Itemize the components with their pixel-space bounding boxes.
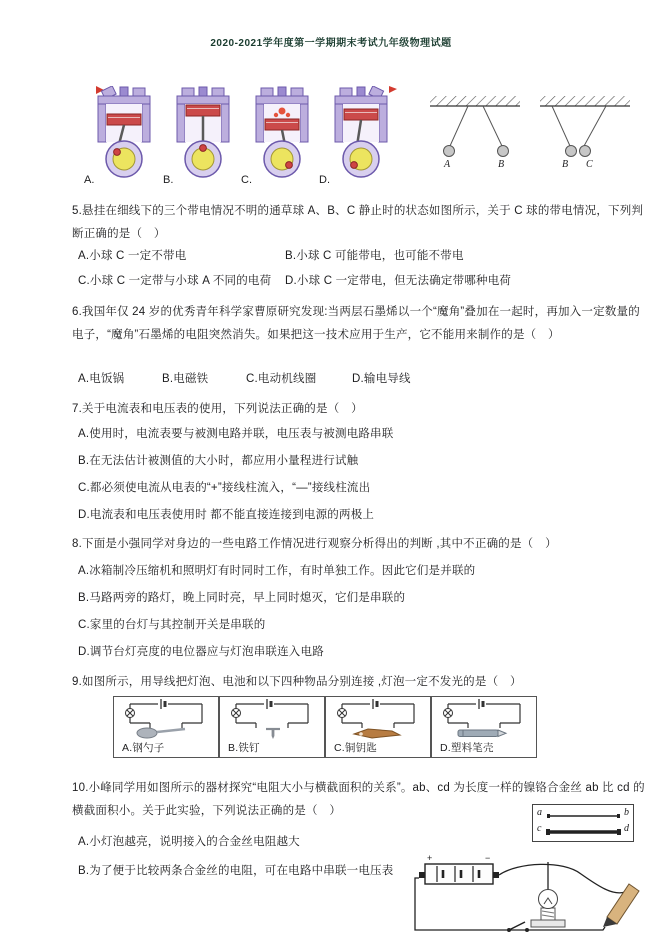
page-title: 2020-2021学年度第一学期期末考试九年级物理试题 xyxy=(210,38,452,49)
ball-label-b1: B xyxy=(498,159,505,170)
q5-option-b: B.小球 C 可能带电，也可能不带电 xyxy=(285,250,464,262)
q9-item-label-a: A.钢勺子 xyxy=(122,742,165,754)
q7-option-d: D.电流表和电压表使用时 都不能直接连接到电源的两极上 xyxy=(78,509,375,521)
engine-stroke-label-d: D. xyxy=(319,174,330,186)
q10-option-a: A.小灯泡越亮，说明接入的合金丝电阻越大 xyxy=(78,836,300,848)
charged-balls-figure xyxy=(428,94,633,178)
q6-option-d: D.输电导线 xyxy=(352,373,411,385)
q8-option-c: C.家里的台灯与其控制开关是串联的 xyxy=(78,619,266,631)
q9-objects-figure xyxy=(113,696,537,758)
engine-stroke-label-a: A. xyxy=(84,174,95,186)
q9-circuit-copper-key xyxy=(326,697,430,739)
q6-option-c: C.电动机线圈 xyxy=(246,373,317,385)
engine-stroke-a xyxy=(96,86,150,177)
engine-stroke-label-c: C. xyxy=(241,174,252,186)
q9-item-label-c: C.铜钥匙 xyxy=(334,742,377,754)
q8-option-a: A.冰箱制冷压缩机和照明灯有时同时工作，有时单独工作。因此它们是并联的 xyxy=(78,565,476,577)
q9-circuit-plastic-pen xyxy=(432,697,536,739)
engine-stroke-d xyxy=(335,86,397,177)
q9-circuit-spoon xyxy=(114,697,218,739)
engine-stroke-b xyxy=(177,87,229,177)
engine-stroke-c xyxy=(256,87,308,177)
wire-label-d: d xyxy=(624,823,629,834)
ball-label-c: C xyxy=(586,159,593,170)
ball-label-b2: B xyxy=(562,159,569,170)
battery-minus-label: − xyxy=(485,853,491,863)
q6-stem: 6.我国年仅 24 岁的优秀青年科学家曹原研究发现:当两层石墨烯以一个“魔角”叠加在一起时，再加入一定数量的电子，“魔角”石墨烯的电阻突然消失。如果把这一技术应用于生产，它不能用来制作的是（ ） xyxy=(72,306,640,341)
charged-balls-drawing xyxy=(428,94,633,178)
ball-label-a: A xyxy=(444,159,451,170)
q9-item-label-b: B.铁钉 xyxy=(228,742,260,754)
q7-stem: 7.关于电流表和电压表的使用，下列说法正确的是（ ） xyxy=(72,403,363,415)
q5-option-a: A.小球 C 一定不带电 xyxy=(78,250,187,262)
q6-option-a: A.电饭锅 xyxy=(78,373,125,385)
q9-panel-c xyxy=(325,696,431,758)
engine-stroke-label-b: B. xyxy=(163,174,174,186)
q6-option-b: B.电磁铁 xyxy=(162,373,209,385)
q7-option-a: A.使用时，电流表要与被测电路并联，电压表与被测电路串联 xyxy=(78,428,394,440)
engine-strokes-figure xyxy=(92,86,402,182)
wire-samples-drawing xyxy=(533,805,633,841)
q8-stem: 8.下面是小强同学对身边的一些电路工作情况进行观察分析得出的判断 ,其中不正确的是（ ） xyxy=(72,538,557,550)
q5-stem: 5.悬挂在细线下的三个带电情况不明的通草球 A、B、C 静止时的状态如图所示，关于 C 球的带电情况，下列判断正确的是（ ） xyxy=(72,205,644,240)
q7-option-b: B.在无法估计被测值的大小时，都应用小量程进行试触 xyxy=(78,455,359,467)
q5-option-c: C.小球 C 一定带与小球 A 不同的电荷 xyxy=(78,275,272,287)
q9-panel-d xyxy=(431,696,537,758)
wire-label-b: b xyxy=(624,807,629,818)
q9-circuit-nail xyxy=(220,697,324,739)
battery-plus-label: + xyxy=(427,853,433,863)
wire-label-c: c xyxy=(537,823,542,834)
experiment-circuit-figure xyxy=(413,848,662,935)
q5-option-d: D.小球 C 一定带电，但无法确定带哪种电荷 xyxy=(285,275,512,287)
wire-label-a: a xyxy=(537,807,542,818)
q10-option-b: B.为了便于比较两条合金丝的电阻，可在电路中串联一电压表 xyxy=(78,865,394,877)
wire-samples-figure xyxy=(532,804,634,842)
q8-option-d: D.调节台灯亮度的电位器应与灯泡串联连入电路 xyxy=(78,646,324,658)
q9-stem: 9.如图所示，用导线把灯泡、电池和以下四种物品分别连接 ,灯泡一定不发光的是（ ） xyxy=(72,676,522,688)
q9-item-label-d: D.塑料笔壳 xyxy=(440,742,494,754)
q9-panel-a xyxy=(113,696,219,758)
q7-option-c: C.都必须使电流从电表的“+”接线柱流入，“—”接线柱流出 xyxy=(78,482,371,494)
q9-panel-b xyxy=(219,696,325,758)
q10-stem: 10.小峰同学用如图所示的器材探究“电阻大小与横截面积的关系”。ab、cd 为长度一样的镍铬合金丝 ab 比 cd 的横截面积小。关于此实验，下列说法正确的是（ ） xyxy=(72,782,645,817)
q8-option-b: B.马路两旁的路灯，晚上同时亮，早上同时熄灭，它们是串联的 xyxy=(78,592,406,604)
